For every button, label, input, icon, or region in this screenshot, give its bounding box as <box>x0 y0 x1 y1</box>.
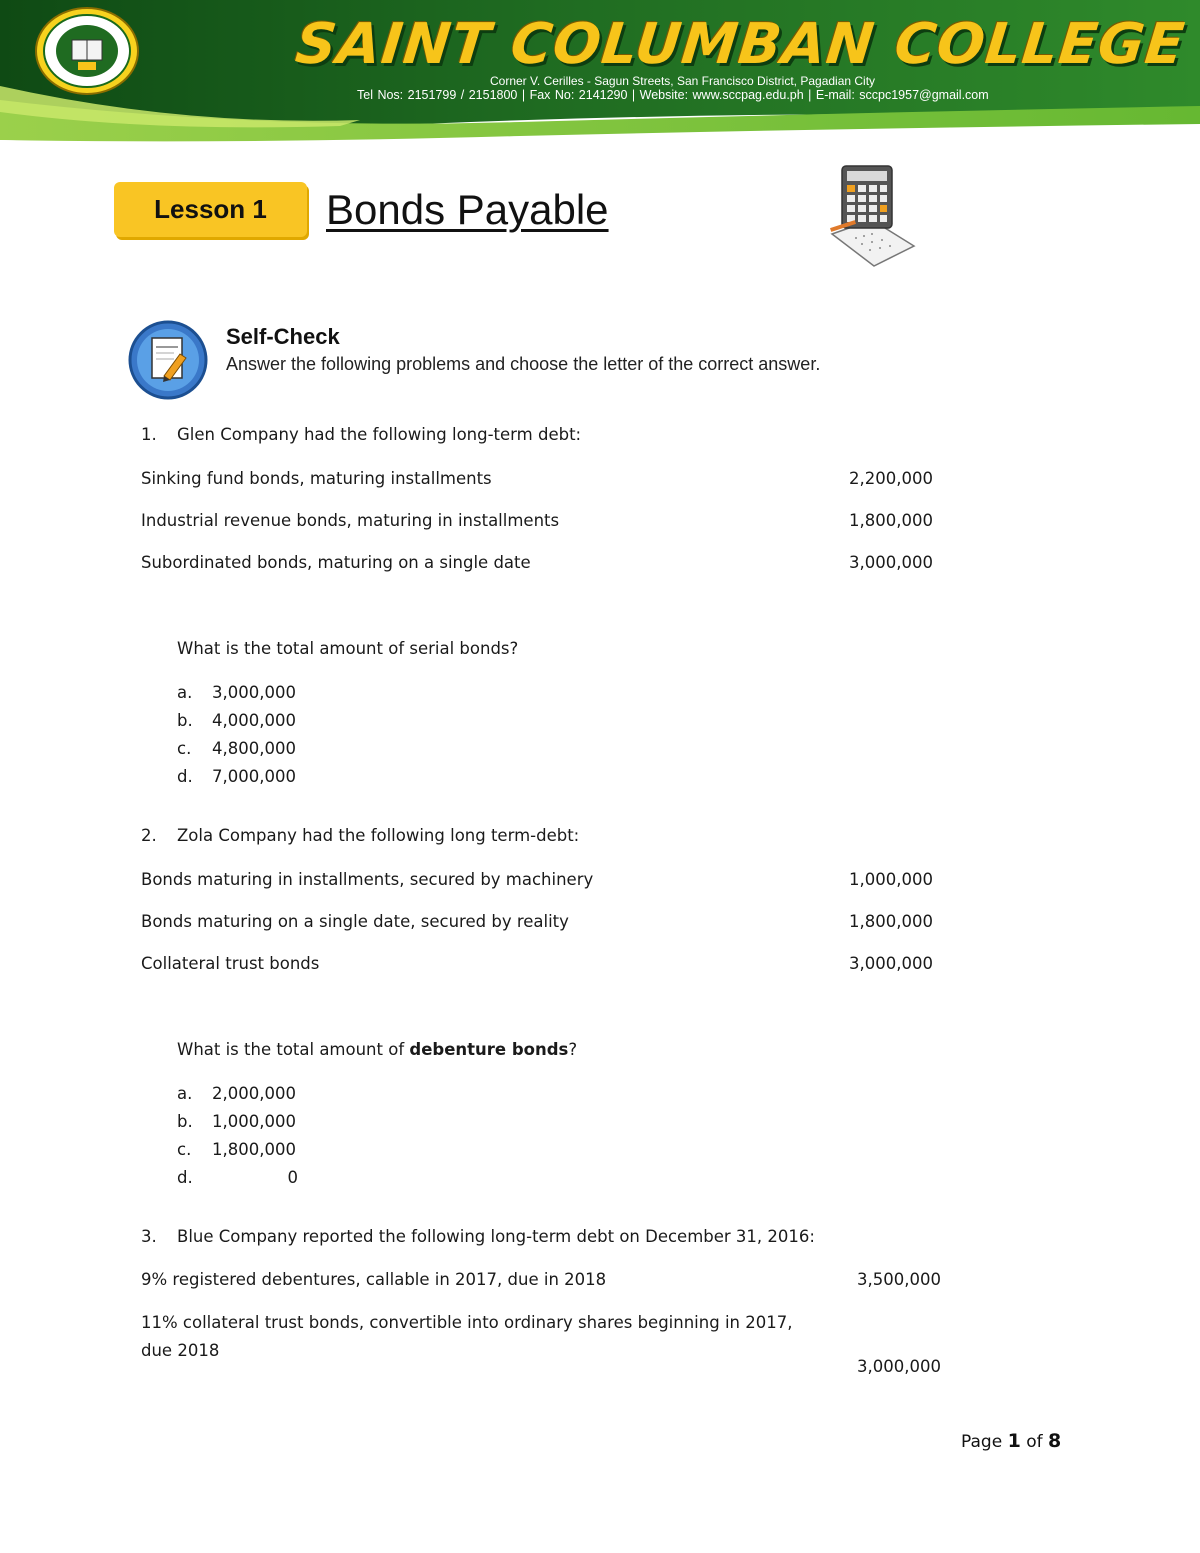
prompt-suffix: ? <box>568 1040 578 1059</box>
q2-item-3-label: Collateral trust bonds <box>141 954 320 973</box>
question-2-number: 2. <box>141 826 157 845</box>
q1-item-1-label: Sinking fund bonds, maturing installments <box>141 469 492 488</box>
question-1-prompt: What is the total amount of serial bonds? <box>177 639 519 658</box>
q2-item-2-label: Bonds maturing on a single date, secured by reality <box>141 912 569 931</box>
option-text: 4,800,000 <box>212 739 296 758</box>
q1-option-c[interactable] <box>177 739 296 758</box>
option-text: 0 <box>287 1168 298 1187</box>
option-text: 7,000,000 <box>212 767 296 786</box>
page-word: Page <box>961 1432 1003 1452</box>
college-name: SAINT COLUMBAN COLLEGE <box>292 12 1188 77</box>
college-contact-info: Tel Nos: 2151799 / 2151800 | Fax No: 2141290 | Website: www.sccpag.edu.ph | E-mail: sccpc1957@gmail.com <box>357 88 989 102</box>
question-2-prompt <box>177 1040 577 1059</box>
option-text: 1,800,000 <box>212 1140 296 1159</box>
lesson-badge: Lesson 1 <box>114 182 307 237</box>
option-letter: d. <box>177 1168 193 1187</box>
lesson-title: Bonds Payable <box>326 186 609 233</box>
question-3-intro: Blue Company reported the following long-term debt on December 31, 2016: <box>177 1227 815 1246</box>
question-1-intro: Glen Company had the following long-term debt: <box>177 425 582 444</box>
college-address: Corner V. Cerilles - Sagun Streets, San Francisco District, Pagadian City <box>490 74 876 88</box>
page-number <box>961 1430 1061 1452</box>
prompt-prefix: What is the total amount of <box>177 1040 410 1059</box>
option-letter: c. <box>177 739 192 758</box>
page-current: 1 <box>1007 1430 1021 1452</box>
question-2-intro: Zola Company had the following long term-debt: <box>177 826 580 845</box>
q2-item-1-amount: 1,000,000 <box>849 870 933 889</box>
q2-option-a[interactable] <box>177 1084 296 1103</box>
q2-option-b[interactable] <box>177 1112 296 1131</box>
calculator-icon <box>826 162 918 270</box>
self-check-instruction: Answer the following problems and choose the letter of the correct answer. <box>226 354 821 374</box>
option-letter: a. <box>177 683 193 702</box>
page-total: 8 <box>1048 1430 1062 1452</box>
prompt-bold: debenture bonds <box>409 1040 569 1059</box>
college-seal-logo <box>34 6 140 96</box>
q1-item-1-amount: 2,200,000 <box>849 469 933 488</box>
q3-item-2-label-line2: due 2018 <box>141 1341 220 1360</box>
q3-item-2-amount: 3,000,000 <box>857 1357 941 1376</box>
q1-item-2-label: Industrial revenue bonds, maturing in installments <box>141 511 560 530</box>
question-1-number: 1. <box>141 425 157 444</box>
notepad-pencil-icon <box>128 320 208 400</box>
q1-item-3-label: Subordinated bonds, maturing on a single date <box>141 553 531 572</box>
question-3-number: 3. <box>141 1227 157 1246</box>
self-check-title: Self-Check <box>226 324 340 349</box>
option-letter: c. <box>177 1140 192 1159</box>
option-text: 1,000,000 <box>212 1112 296 1131</box>
of-word: of <box>1026 1432 1043 1452</box>
option-letter: a. <box>177 1084 193 1103</box>
q1-option-b[interactable] <box>177 711 296 730</box>
q3-item-2-label-line1: 11% collateral trust bonds, convertible into ordinary shares beginning in 2017, <box>141 1313 793 1332</box>
option-letter: d. <box>177 767 193 786</box>
q1-option-d[interactable] <box>177 767 296 786</box>
option-text: 3,000,000 <box>212 683 296 702</box>
option-text: 4,000,000 <box>212 711 296 730</box>
q3-item-1-label: 9% registered debentures, callable in 2017, due in 2018 <box>141 1270 607 1289</box>
q1-item-2-amount: 1,800,000 <box>849 511 933 530</box>
q2-option-d[interactable] <box>177 1168 298 1187</box>
q1-option-a[interactable] <box>177 683 296 702</box>
option-letter: b. <box>177 711 193 730</box>
q3-item-1-amount: 3,500,000 <box>857 1270 941 1289</box>
q1-item-3-amount: 3,000,000 <box>849 553 933 572</box>
option-letter: b. <box>177 1112 193 1131</box>
q2-item-3-amount: 3,000,000 <box>849 954 933 973</box>
option-text: 2,000,000 <box>212 1084 296 1103</box>
q2-option-c[interactable] <box>177 1140 296 1159</box>
q2-item-2-amount: 1,800,000 <box>849 912 933 931</box>
q2-item-1-label: Bonds maturing in installments, secured by machinery <box>141 870 594 889</box>
